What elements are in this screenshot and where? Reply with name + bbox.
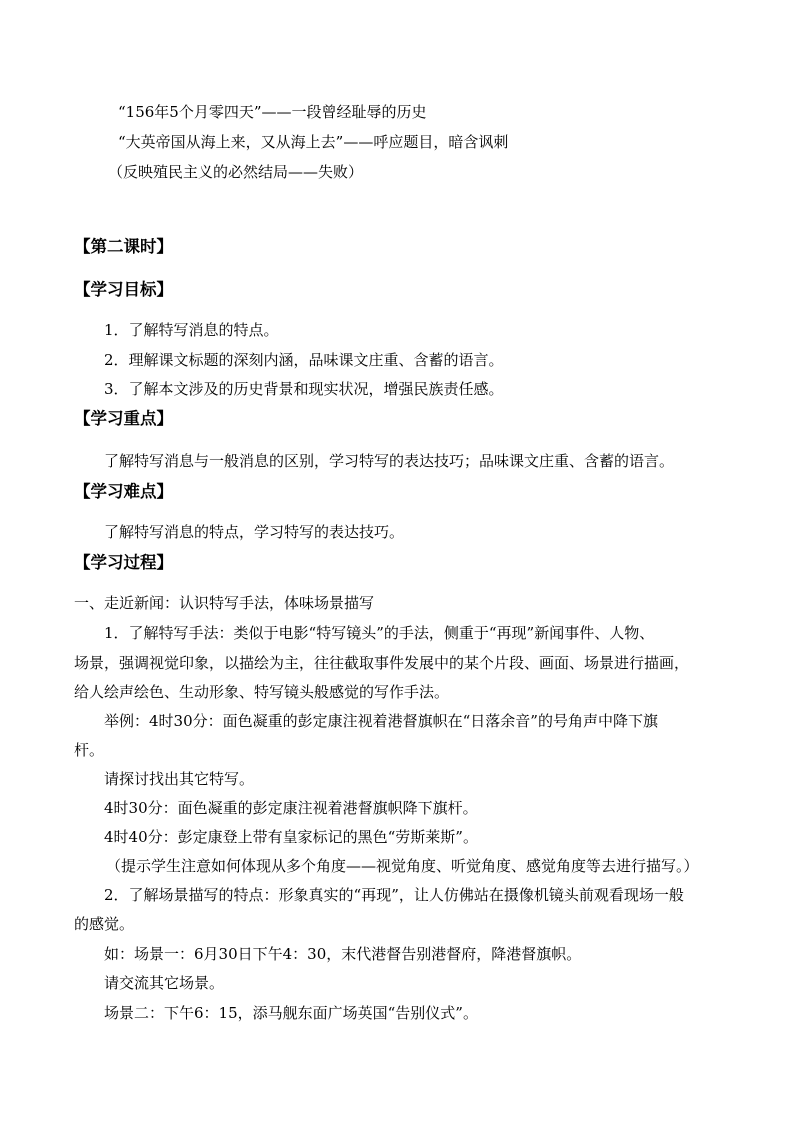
paragraph-1-line-1: 1．了解特写手法：类似于电影“特写镜头”的手法，侧重于“再现”新闻事件、人物、 (104, 624, 655, 642)
intro-line-3: （反映殖民主义的必然结局——失败） (108, 163, 364, 181)
difficulties-text: 了解特写消息的特点，学习特写的表达技巧。 (104, 523, 405, 541)
example-line-2: 杆。 (74, 741, 105, 759)
discuss-prompt-1: 请探讨找出其它特写。 (104, 770, 255, 788)
scene-2: 场景二：下午6：15，添马舰东面广场英国“告别仪式”。 (104, 1004, 478, 1022)
closeup-item-b: 4时40分：彭定康登上带有皇家标记的黑色“劳斯莱斯”。 (104, 828, 478, 846)
objective-item-1: 1．了解特写消息的特点。 (104, 321, 279, 339)
difficulties-heading: 【学习难点】 (74, 482, 173, 501)
key-points-heading: 【学习重点】 (74, 409, 173, 428)
paragraph-2-line-2: 的感觉。 (74, 915, 135, 933)
paragraph-1-line-3: 给人绘声绘色、生动形象、特写镜头般感觉的写作手法。 (74, 683, 450, 701)
process-heading: 【学习过程】 (74, 553, 173, 572)
closeup-item-a: 4时30分：面色凝重的彭定康注视着港督旗帜降下旗杆。 (104, 799, 478, 817)
scene-1: 如：场景一：6月30日下午4：30，末代港督告别港督府，降港督旗帜。 (104, 945, 582, 963)
intro-line-1: “156年5个月零四天”——一段曾经耻辱的历史 (118, 103, 427, 121)
objectives-heading: 【学习目标】 (74, 280, 173, 299)
objective-item-3: 3．了解本文涉及的历史背景和现实状况，增强民族责任感。 (104, 380, 504, 398)
paragraph-2-line-1: 2．了解场景描写的特点：形象真实的“再现”，让人仿佛站在摄像机镜头前观看现场一般 (104, 886, 684, 904)
example-line-1: 举例：4时30分：面色凝重的彭定康注视着港督旗帜在“日落余音”的号角声中降下旗 (104, 712, 658, 730)
section-1-title: 一、走近新闻：认识特写手法，体味场景描写 (74, 594, 375, 612)
objective-item-2: 2．理解课文标题的深刻内涵，品味课文庄重、含蓄的语言。 (104, 351, 504, 369)
key-points-text: 了解特写消息与一般消息的区别，学习特写的表达技巧；品味课文庄重、含蓄的语言。 (104, 452, 675, 470)
lesson2-heading: 【第二课时】 (74, 237, 173, 256)
paragraph-1-line-2: 场景，强调视觉印象，以描绘为主，往往截取事件发展中的某个片段、画面、场景进行描画， (74, 654, 690, 672)
discuss-prompt-2: 请交流其它场景。 (104, 974, 225, 992)
intro-line-2: “大英帝国从海上来，又从海上去”——呼应题目，暗含讽刺 (118, 133, 509, 151)
hint-text: （提示学生注意如何体现从多个角度——视觉角度、听觉角度、感觉角度等去进行描写。） (106, 857, 699, 875)
